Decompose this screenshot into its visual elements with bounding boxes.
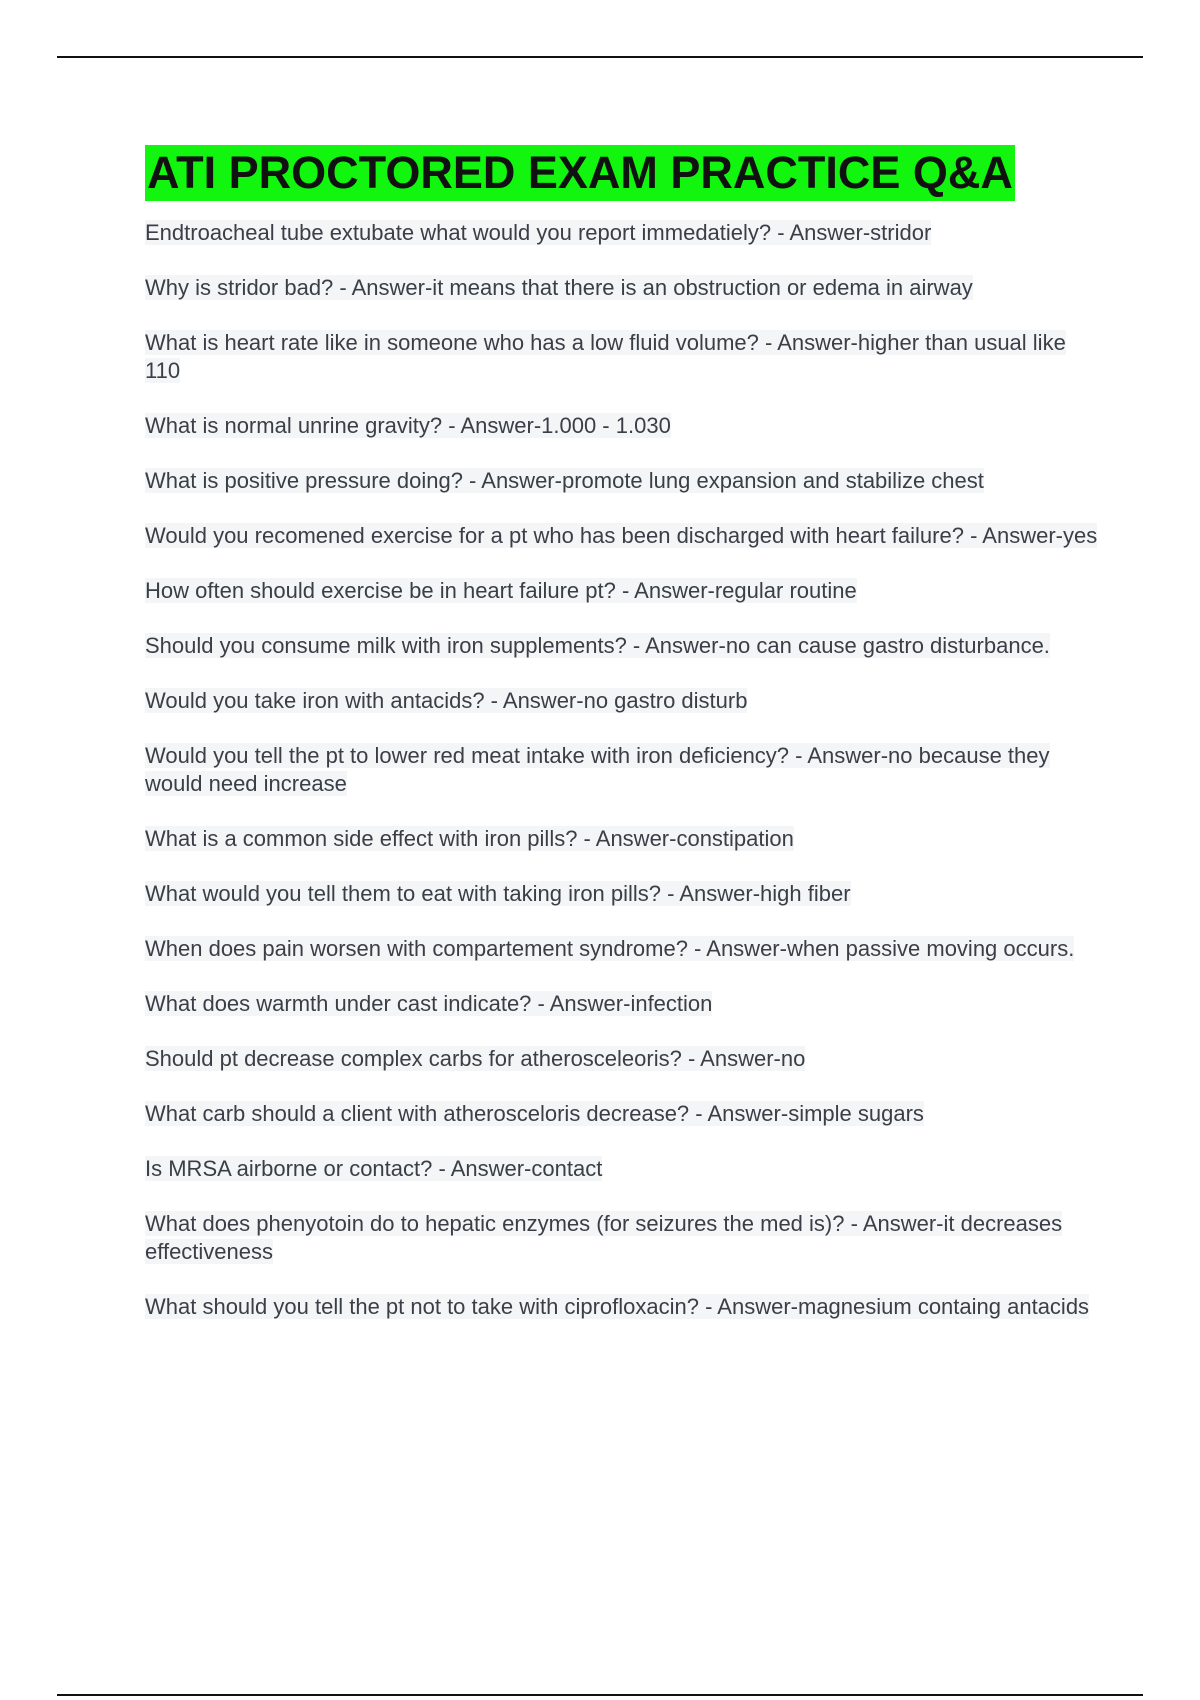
qa-item: What carb should a client with atheroscelоris decrease? - Answer-simple sugars xyxy=(145,1101,924,1126)
document-title: ATI PROCTORED EXAM PRACTICE Q&A xyxy=(145,145,1015,201)
qa-item: How often should exercise be in heart failure pt? - Answer-regular routine xyxy=(145,578,857,603)
qa-item: What is positive pressure doing? - Answer-promote lung expansion and stabilize chest xyxy=(145,468,984,493)
qa-item: Should you consume milk with iron supplements? - Answer-no can cause gastro disturbance. xyxy=(145,633,1050,658)
top-rule xyxy=(57,56,1143,58)
qa-item: Is MRSA airborne or contact? - Answer-contact xyxy=(145,1156,603,1181)
bottom-rule xyxy=(57,1694,1143,1696)
qa-item: What is heart rate like in someone who has a low fluid volume? - Answer-higher than usual like 110 xyxy=(145,330,1066,383)
qa-list xyxy=(145,219,1105,1321)
qa-item: Should pt decrease complex carbs for atherosceleoris? - Answer-no xyxy=(145,1046,806,1071)
qa-item: What does phenyotoin do to hepatic enzymes (for seizures the med is)? - Answer-it decreases effectiveness xyxy=(145,1211,1063,1264)
qa-item: Why is stridor bad? - Answer-it means that there is an obstruction or edema in airway xyxy=(145,275,973,300)
qa-item: Endtroacheal tube extubate what would you report immedatiely? - Answer-stridor xyxy=(145,220,932,245)
qa-item: What is a common side effect with iron pills? - Answer-constipation xyxy=(145,826,794,851)
qa-item: When does pain worsen with compartement syndrome? - Answer-when passive moving occurs. xyxy=(145,936,1075,961)
qa-item: Would you tell the pt to lower red meat intake with iron deficiency? - Answer-no because they would need increase xyxy=(145,743,1050,796)
document-body xyxy=(145,145,1105,1348)
qa-item: What should you tell the pt not to take with ciprofloxacin? - Answer-magnesium containg antacids xyxy=(145,1294,1090,1319)
qa-item: What would you tell them to eat with taking iron pills? - Answer-high fiber xyxy=(145,881,851,906)
qa-item: Would you take iron with antacids? - Answer-no gastro disturb xyxy=(145,688,748,713)
qa-item: What is normal unrine gravity? - Answer-1.000 - 1.030 xyxy=(145,413,671,438)
qa-item: Would you recomened exercise for a pt who has been discharged with heart failure? - Answer-yes xyxy=(145,523,1098,548)
qa-item: What does warmth under cast indicate? - Answer-infection xyxy=(145,991,713,1016)
